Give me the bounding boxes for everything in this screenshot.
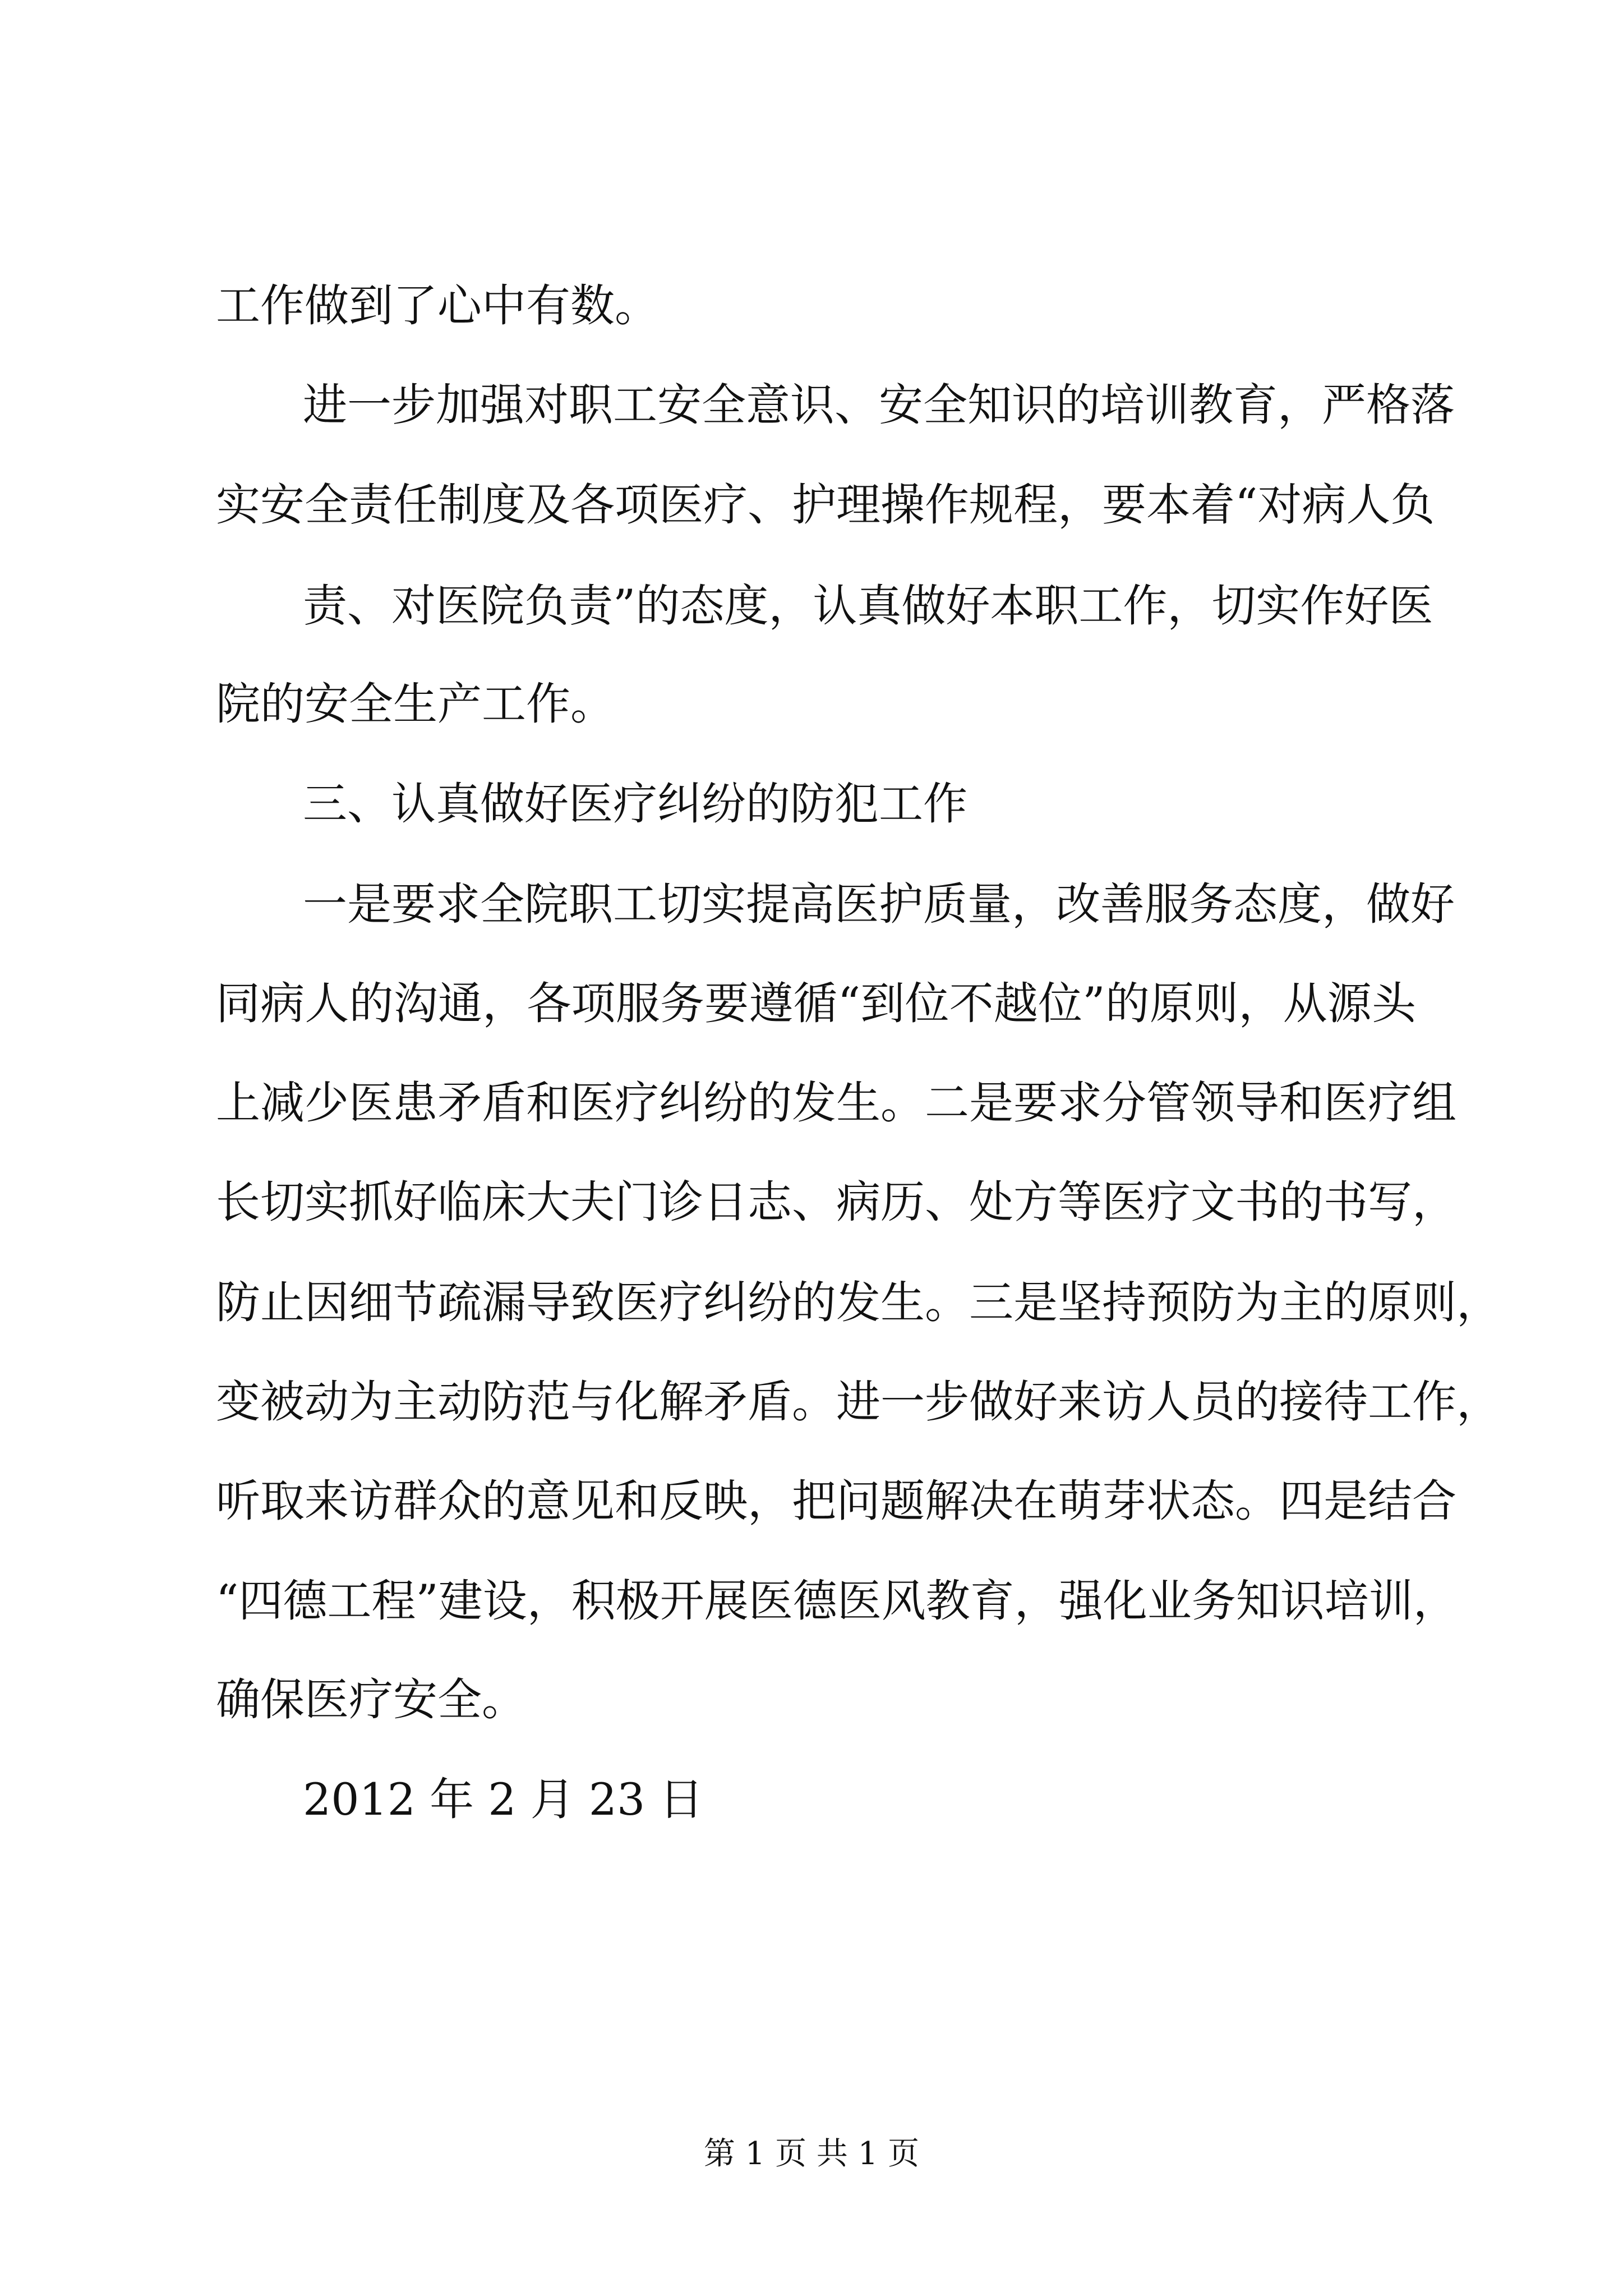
- paragraph-line-1: 工作做到了心中有数。: [216, 280, 659, 332]
- section-heading: 三、认真做好医疗纠纷的防犯工作: [303, 778, 967, 830]
- paragraph-line-8: 同病人的沟通，各项服务要遵循“到位不越位”的原则，从源头: [216, 978, 1416, 1029]
- paragraph-line-4: 责、对医院负责”的态度，认真做好本职工作，切实作好医: [303, 580, 1433, 632]
- paragraph-line-9: 上减少医患矛盾和医疗纠纷的发生。二是要求分管领导和医疗组: [216, 1077, 1456, 1129]
- paragraph-line-10: 长切实抓好临床大夫门诊日志、病历、处方等医疗文书的书写，: [216, 1176, 1456, 1228]
- paragraph-line-15: 确保医疗安全。: [216, 1674, 526, 1726]
- paragraph-line-5: 院的安全生产工作。: [216, 678, 615, 730]
- paragraph-line-13: 听取来访群众的意见和反映，把问题解决在萌芽状态。四是结合: [216, 1475, 1456, 1527]
- paragraph-line-11: 防止因细节疏漏导致医疗纠纷的发生。三是坚持预防为主的原则，: [216, 1277, 1501, 1328]
- paragraph-line-12: 变被动为主动防范与化解矛盾。进一步做好来访人员的接待工作，: [216, 1376, 1501, 1428]
- paragraph-line-14: “四德工程”建设，积极开展医德医风教育，强化业务知识培训，: [216, 1575, 1458, 1627]
- document-date: 2012 年 2 月 23 日: [303, 1774, 704, 1825]
- paragraph-line-3: 实安全责任制度及各项医疗、护理操作规程，要本着“对病人负: [216, 479, 1435, 531]
- paragraph-line-7: 一是要求全院职工切实提高医护质量，改善服务态度，做好: [303, 878, 1455, 930]
- paragraph-line-2: 进一步加强对职工安全意识、安全知识的培训教育，严格落: [303, 379, 1455, 431]
- page-number-footer: 第 1 页 共 1 页: [703, 2136, 920, 2172]
